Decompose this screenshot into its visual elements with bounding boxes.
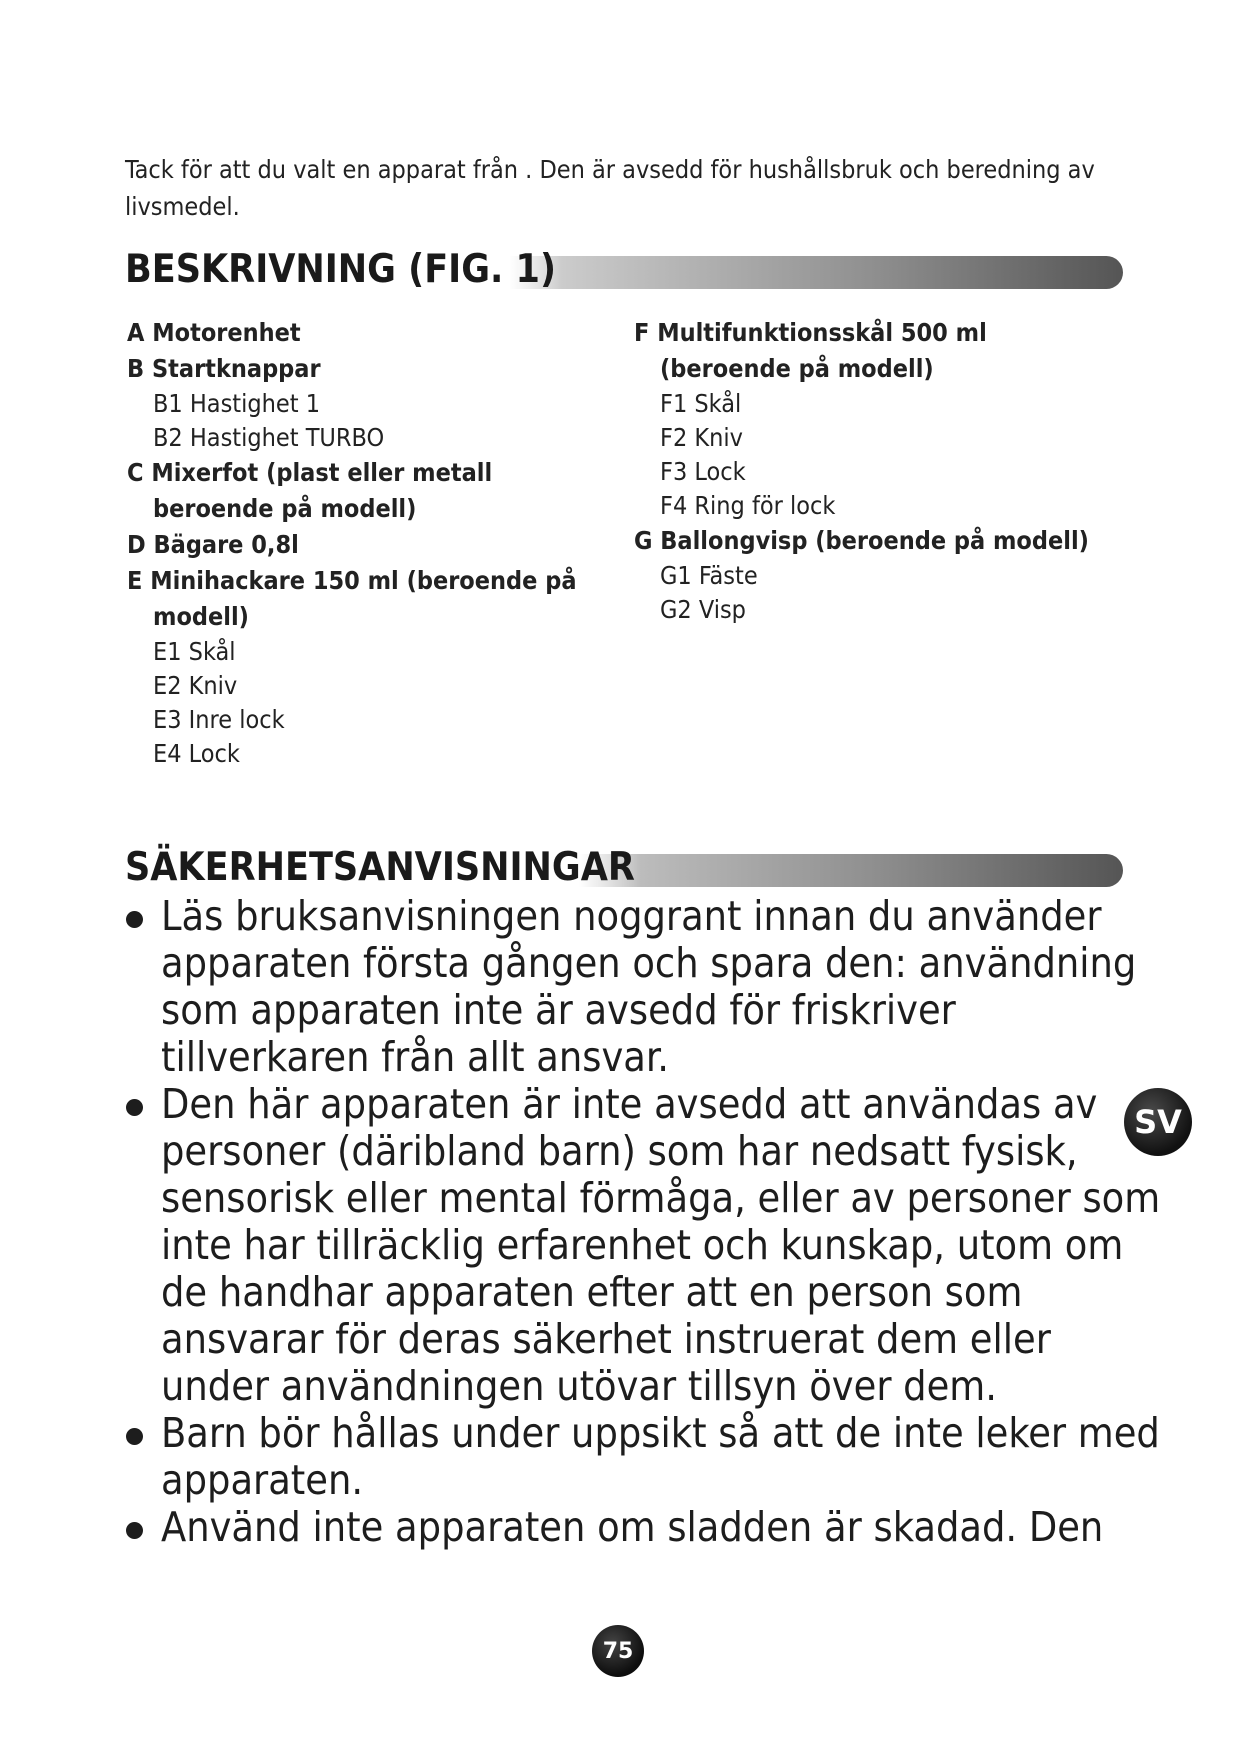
bullet-icon (126, 1428, 143, 1445)
parts-list-right (634, 315, 1124, 627)
language-badge: SV (1124, 1088, 1192, 1156)
part-b2: B2 Hastighet TURBO (153, 423, 385, 452)
safety-bullet-text: Läs bruksanvisningen noggrant innan du använder apparaten första gången och spara den: användning som apparaten inte är avsedd för friskriver tillverkaren från allt ansvar. (161, 892, 1137, 1081)
part-b: B Startknappar (127, 354, 321, 383)
safety-bullet (123, 1410, 1163, 1504)
part-f1: F1 Skål (660, 389, 742, 418)
safety-bullet-text: Den här apparaten är inte avsedd att användas av personer (däribland barn) som har nedsatt fysisk, sensorisk eller mental förmåga, eller av personer som inte har tillräcklig erfarenhet och kunskap, utom om de handhar apparaten efter att en person som ansvarar för deras säkerhet instruerat dem eller under användningen utövar tillsyn över dem. (161, 1080, 1161, 1410)
part-f2: F2 Kniv (660, 423, 743, 452)
part-b1: B1 Hastighet 1 (153, 389, 321, 418)
parts-list-left (127, 315, 607, 771)
part-g: G Ballongvisp (beroende på modell) (634, 526, 1089, 555)
safety-list (123, 893, 1163, 1551)
safety-bullet (123, 893, 1163, 1081)
part-e1: E1 Skål (153, 637, 236, 666)
page-number: 75 (592, 1625, 644, 1677)
bullet-icon (126, 1099, 143, 1116)
part-d: D Bägare 0,8l (127, 530, 299, 559)
description-title: BESKRIVNING (FIG. 1) (125, 246, 562, 294)
safety-bullet-text: Barn bör hållas under uppsikt så att de inte leker med apparaten. (161, 1409, 1160, 1504)
safety-bullet (123, 1081, 1163, 1410)
safety-bullet-text: Använd inte apparaten om sladden är skadad. Den (161, 1503, 1104, 1551)
part-e: E Minihackare 150 ml (beroende på modell) (127, 566, 577, 631)
part-e3: E3 Inre lock (153, 705, 285, 734)
bullet-icon (126, 911, 143, 928)
bullet-icon (126, 1522, 143, 1539)
part-e2: E2 Kniv (153, 671, 238, 700)
safety-bullet (123, 1504, 1163, 1551)
part-f3: F3 Lock (660, 457, 746, 486)
part-e4: E4 Lock (153, 739, 240, 768)
safety-heading (125, 844, 1123, 892)
part-a: A Motorenhet (127, 318, 301, 347)
part-f4: F4 Ring för lock (660, 491, 836, 520)
part-c: C Mixerfot (plast eller metall beroende på modell) (127, 458, 493, 523)
part-g2: G2 Visp (660, 595, 746, 624)
description-heading (125, 246, 1123, 294)
part-f: F Multifunktionsskål 500 ml (beroende på modell) (634, 318, 987, 383)
part-g1: G1 Fäste (660, 561, 758, 590)
intro-paragraph: Tack för att du valt en apparat från . Den är avsedd för hushållsbruk och beredning av livsmedel. (125, 155, 1095, 221)
safety-title: SÄKERHETSANVISNINGAR (125, 844, 641, 892)
